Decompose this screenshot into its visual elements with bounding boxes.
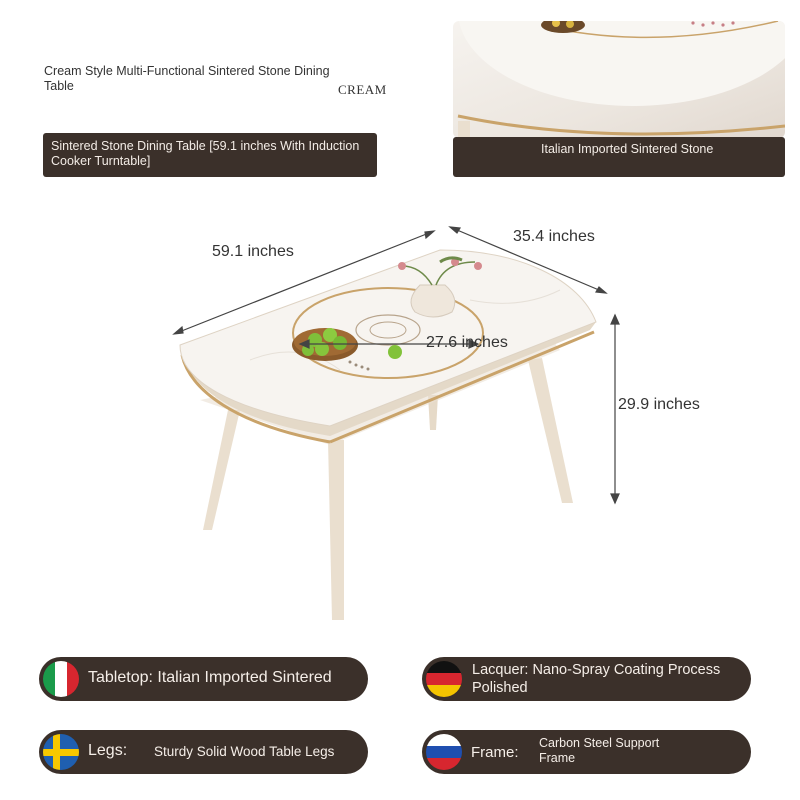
dimension-height: 29.9 inches [618, 396, 700, 413]
feature-frame-value: Carbon Steel Support Frame [539, 736, 660, 765]
product-title: Cream Style Multi-Functional Sintered Stone Dining Table [44, 64, 330, 93]
feature-pill-tabletop [39, 657, 368, 701]
germany-flag-icon [426, 661, 462, 697]
feature-tabletop-label: Tabletop: Italian Imported Sintered [88, 669, 332, 686]
feature-pill-legs [39, 730, 368, 774]
table-leg-front-center [328, 440, 344, 620]
feature-frame-label: Frame: [471, 744, 519, 761]
feature-pill-frame [422, 730, 751, 774]
caption-left-text: Sintered Stone Dining Table [59.1 inches With Induction Cooker Turntable] [51, 139, 360, 168]
caption-right-text: Italian Imported Sintered Stone [541, 142, 714, 156]
dimension-length: 59.1 inches [212, 243, 294, 260]
feature-lacquer-label: Lacquer: Nano-Spray Coating Process Polished [472, 662, 721, 696]
feature-pill-lacquer [422, 657, 751, 701]
russia-flag-icon [426, 734, 462, 770]
feature-legs-value: Sturdy Solid Wood Table Legs [154, 744, 335, 759]
apple [388, 345, 402, 359]
dimension-width: 35.4 inches [513, 228, 595, 245]
sweden-flag-icon [43, 734, 79, 770]
table-leg-front-left [203, 410, 240, 530]
table-leg-front-right [528, 358, 573, 503]
brand-logo: CREAM [338, 82, 387, 97]
feature-legs-label: Legs: [88, 742, 128, 759]
italy-flag-icon [43, 661, 79, 697]
vase [411, 285, 455, 317]
dimension-turntable: 27.6 inches [426, 334, 508, 351]
